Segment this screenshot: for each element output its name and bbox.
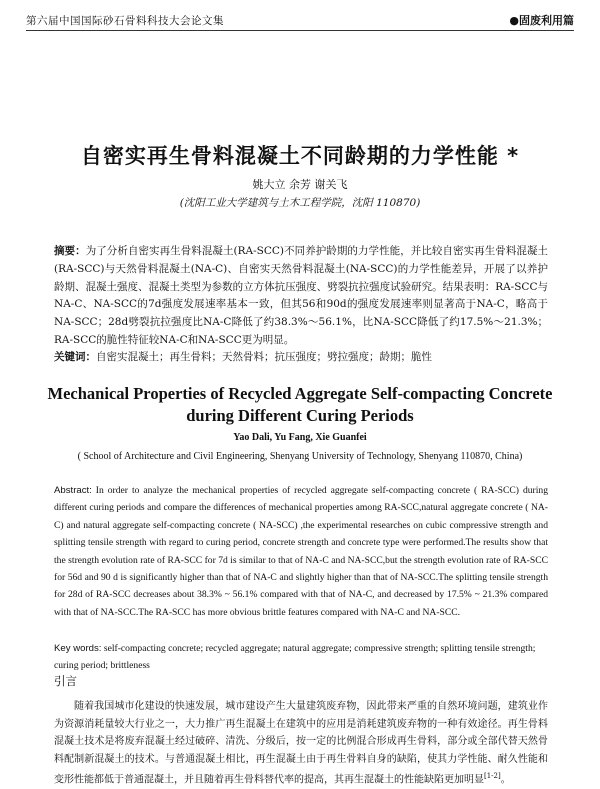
intro-end: 。 xyxy=(500,774,511,786)
keywords-cn-text: 自密实混凝土；再生骨料；天然骨料；抗压强度；劈拉强度；龄期；脆性 xyxy=(96,351,432,363)
citation-ref: [1-2] xyxy=(484,772,501,780)
authors-cn: 姚大立 余芳 谢关飞 xyxy=(252,178,348,191)
affiliation-cn: (沈阳工业大学建筑与土木工程学院，沈阳 110870) xyxy=(179,197,421,209)
abstract-cn-text: 为了分析自密实再生骨料混凝土(RA-SCC)不同养护龄期的力学性能，并比较自密实再生骨料混凝土(RA-SCC)与天然骨料混凝土(NA-C)、自密实天然骨料混凝土(NA-SCC)的力学性能差异，开展了以养护龄期、混凝土强度、混凝土类型为参数的立方体抗压强度、劈裂抗拉强度试验研究。结果表明：RA-SCC与NA-C、NA-SCC的7d强度发展速率基本一致，但其56和90d的强度发展速率则显著高于NA-C，略高于NA-SCC；28d劈裂抗拉强度比NA-C降低了约38.3%～56.1%，比NA-SCC降低了约17.5%～21.3%；RA-SCC的脆性特征较NA-C和NA-SCC更为明显。 xyxy=(54,245,548,346)
paper-title-en xyxy=(40,383,560,427)
keywords-en-label: Key words: xyxy=(54,643,102,654)
title-footnote-star: * xyxy=(507,144,520,168)
abstract-en xyxy=(54,482,548,621)
authors-en: Yao Dali, Yu Fang, Xie Guanfei xyxy=(233,432,367,443)
abstract-cn-label: 摘要： xyxy=(54,245,86,257)
abstract-en-label: Abstract: xyxy=(54,485,92,496)
keywords-cn-label: 关键词： xyxy=(54,351,96,363)
intro-paragraph xyxy=(54,698,548,789)
abstract-en-text: In order to analyze the mechanical properties of recycled aggregate self-compacting concrete ( RA-SCC) during different curing periods and compare the differences of mechanical properties among RA-SCC,natural aggregate concrete ( NA-C) and natural aggregate self-compacting concrete ( NA-SCC) ,the experimental researches on cubic compressive strength and splitting tensile strength with regard to curing period, concrete strength and concrete type were performed.The results show that the strength evolution rate of RA-SCC for 7d is similar to that of NA-C and NA-SCC,but the strength evolution rate of RA-SCC for 56d and 90 d is significantly higher than that of NA-C and slightly higher than that of NA-SCC.The splitting tensile strength for 28d of RA-SCC decreases about 38.3% ~ 56.1% compared with that of NA-C, and decreased by 17.5% ~ 21.3% compared with that of NA-SCC.The RA-SCC has more obvious brittle features compared with NA-C and NA-SCC. xyxy=(54,485,548,618)
section-label: ●固废利用篇 xyxy=(509,14,574,27)
section-heading-intro: 引言 xyxy=(54,674,77,688)
intro-text: 随着我国城市化建设的快速发展，城市建设产生大量建筑废弃物，因此带来严重的自然环境问题，建筑业作为资源消耗量较大行业之一，大力推广再生混凝土在建筑中的应用是消耗建筑废弃物的一种有效途径。再生骨料混凝土技术是将废弃混凝土经过破碎、清洗、分级后，按一定的比例混合形成再生骨料，部分或全部代替天然骨料配制新混凝土的技术。与普通混凝土相比，再生混凝土由于再生骨料自身的缺陷，使其力学性能、耐久性能和变形性能都低于普通混凝土，并且随着再生骨料替代率的提高，其再生混凝土的性能缺陷更加明显 xyxy=(54,701,548,786)
header-divider xyxy=(26,30,574,31)
affiliation-en: ( School of Architecture and Civil Engineering, Shenyang University of Technology, Shenyang 110870, China) xyxy=(77,451,523,462)
paper-title-cn: 自密实再生骨料混凝土不同龄期的力学性能 * xyxy=(80,144,520,168)
running-header xyxy=(26,12,574,28)
proceedings-title: 第六届中国国际砂石骨料科技大会论文集 xyxy=(26,15,224,27)
title-en-line1: Mechanical Properties of Recycled Aggregate Self-compacting Concrete xyxy=(47,384,553,403)
keywords-en xyxy=(54,640,548,675)
keywords-cn xyxy=(54,349,548,364)
keywords-en-text: self-compacting concrete; recycled aggregate; natural aggregate; compressive strength; splitting tensile strength; curing period; brittleness xyxy=(54,643,536,672)
title-en-line2: during Different Curing Periods xyxy=(186,406,414,425)
abstract-cn xyxy=(54,243,548,350)
